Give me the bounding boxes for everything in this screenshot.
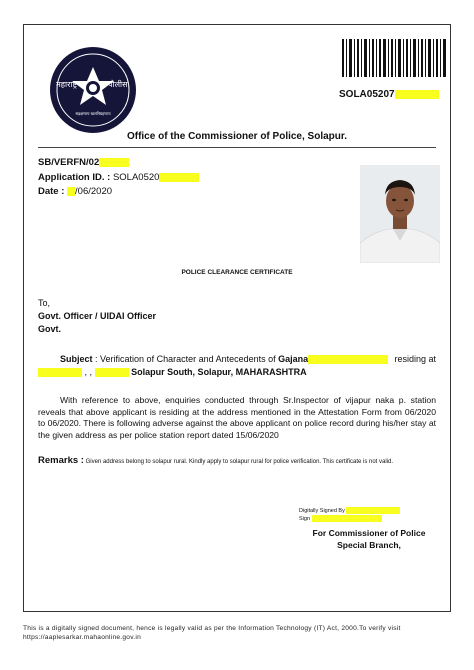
barcode-number: SOLA05207 <box>339 89 439 100</box>
body-paragraph: With reference to above, enquiries conducted through Sr.Inspector of vijapur naka p. station reveals that above applicant is residing at the address mentioned in the Attestation Form from 06/2020 to 06/2020. There is following adverse against the above applicant on police record during his/her stay at the given address as per police station report dated 15/06/2020 <box>38 395 436 440</box>
redaction-mark <box>308 355 388 364</box>
redaction-mark <box>395 90 439 99</box>
remarks-text: Given address belong to solapur rural. Kindly apply to solapur rural for police verification. This certificate is not valid. <box>85 459 393 465</box>
recipient-block <box>38 297 156 336</box>
subject-address: Solapur South, Solapur, MAHARASHTRA <box>131 367 307 377</box>
application-id: Application ID. : SOLA0520 <box>38 172 199 183</box>
police-emblem-logo <box>50 47 136 133</box>
recipient-line-2: Govt. <box>38 324 62 334</box>
digital-signature: Digitally Signed By Sign <box>299 507 400 523</box>
header-divider <box>38 147 436 148</box>
subject-residing: residing at <box>394 354 436 364</box>
to-line: To, <box>38 298 51 308</box>
signatory-block <box>294 527 444 551</box>
subject-block <box>38 353 436 379</box>
verify-link[interactable]: https://aaplesarkar.mahaonline.gov.in <box>23 634 141 641</box>
subject-label: Subject <box>60 354 93 364</box>
redaction-mark <box>346 507 400 514</box>
date-line: Date : /06/2020 <box>38 186 113 197</box>
redaction-mark <box>67 187 75 196</box>
footer-line: This is a digitally signed document, hence is legally valid as per the Information Technology (IT) Act, 2000.To verify visit <box>23 625 401 632</box>
redaction-mark <box>38 368 82 377</box>
subject-text: : Verification of Character and Antecedents of <box>95 354 276 364</box>
office-title: Office of the Commissioner of Police, Solapur. <box>126 131 348 142</box>
address-prefix: , , <box>84 367 93 377</box>
sb-reference: SB/VERFN/02 <box>38 157 129 168</box>
special-branch: Special Branch, <box>337 540 401 550</box>
emblem-motto: सद्रक्षणाय खलनिग्रहणाय <box>75 111 111 116</box>
recipient-line: Govt. Officer / UIDAI Officer <box>38 311 157 321</box>
barcode <box>342 39 446 77</box>
applicant-photo <box>360 165 440 263</box>
redaction-mark <box>312 515 382 522</box>
redaction-mark <box>95 368 129 377</box>
for-commissioner: For Commissioner of Police <box>312 528 426 538</box>
subject-name: Gajana <box>278 354 309 364</box>
footer-note <box>23 624 463 642</box>
certificate-title: POLICE CLEARANCE CERTIFICATE <box>181 269 293 276</box>
emblem-text-right: पोलीस <box>108 80 128 89</box>
remarks-block <box>38 455 436 468</box>
certificate-page <box>23 24 451 612</box>
redaction-mark <box>99 158 129 167</box>
redaction-mark <box>159 173 199 182</box>
remarks-label: Remarks : <box>38 455 84 466</box>
emblem-text-left: महाराष्ट्र <box>56 80 78 89</box>
